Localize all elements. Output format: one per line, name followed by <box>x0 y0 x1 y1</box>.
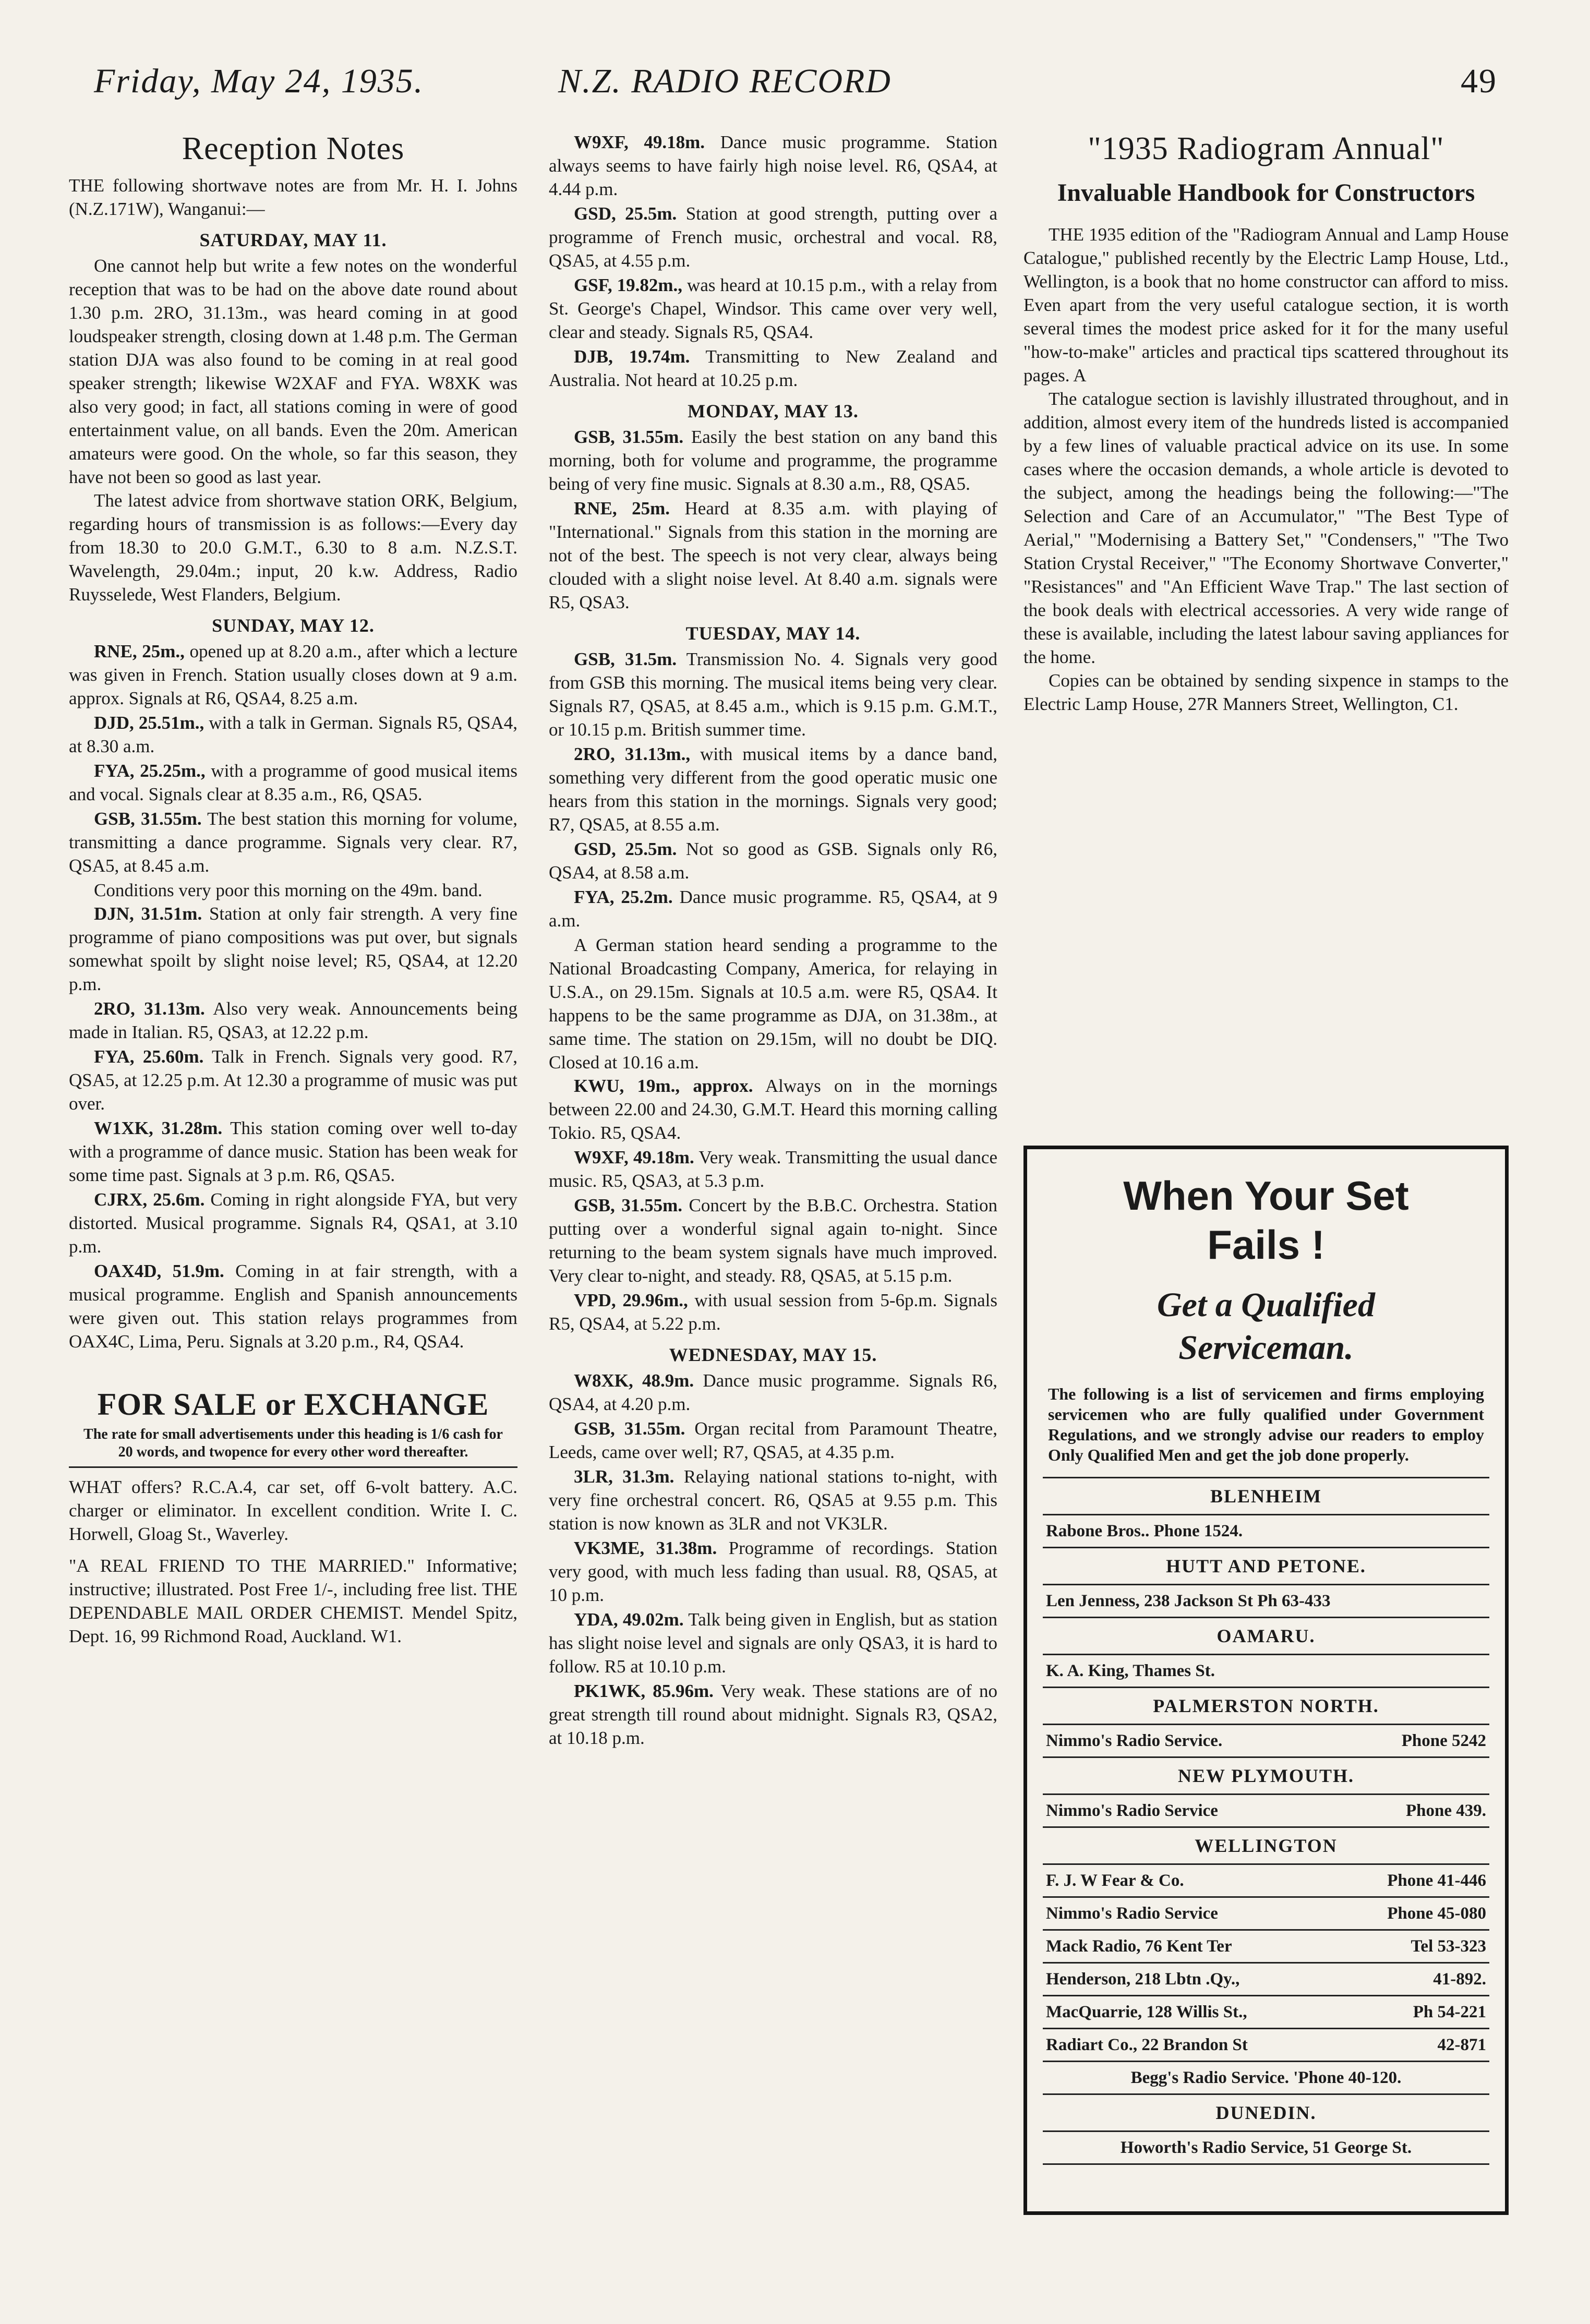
date-heading: MONDAY, MAY 13. <box>688 401 859 422</box>
station-entry: FYA, 25.2m. Dance music programme. R5, QSA4, at 9 a.m. <box>549 887 998 931</box>
paragraph: Copies can be obtained by sending sixpence in stamps to the Electric Lamp House, 27R Manners Street, Wellington, C1. <box>1023 670 1509 714</box>
for-sale-title: FOR SALE or EXCHANGE <box>97 1387 489 1422</box>
station-name: W8XK, 48.9m. <box>574 1370 694 1391</box>
station-name: FYA, 25.60m. <box>94 1046 204 1067</box>
town-heading: HUTT AND PETONE. <box>1043 1548 1489 1585</box>
station-entry: GSD, 25.5m. Not so good as GSB. Signals only R6, QSA4, at 8.58 a.m. <box>549 839 998 883</box>
station-entry: KWU, 19m., approx. Always on in the mornings between 22.00 and 24.30, G.M.T. Heard this morning calling Tokio. R5, QSA4. <box>549 1076 997 1143</box>
station-name: GSB, 31.55m. <box>574 1418 685 1439</box>
station-name: VK3ME, 31.38m. <box>574 1538 717 1558</box>
station-entry: W9XF, 49.18m. Very weak. Transmitting the usual dance music. R5, QSA3, at 5.3 p.m. <box>549 1147 997 1191</box>
serviceman-listing: Henderson, 218 Lbtn .Qy., 41-892. <box>1043 1964 1489 1996</box>
station-name: 2RO, 31.13m., <box>574 744 691 764</box>
station-entry: FYA, 25.60m. Talk in French. Signals very good. R7, QSA5, at 12.25 p.m. At 12.30 a programme of music was put over. <box>69 1046 517 1114</box>
paragraph: Conditions very poor this morning on the 49m. band. <box>94 880 483 900</box>
station-entry: RNE, 25m., opened up at 8.20 a.m., after which a lecture was given in French. Station usually closes down at 9 a.m. approx. Signals at R6, QSA4, 8.25 a.m. <box>69 641 517 708</box>
station-name: W1XK, 31.28m. <box>94 1118 223 1138</box>
paragraph: A German station heard sending a programme to the National Broadcasting Company, America, for relaying in U.S.A., on 29.15m. Signals at 10.5 a.m. were R5, QSA4. It happens to be the same programme as DJA, on 31.38m., at same time. The station on 29.15m, will no doubt be DIQ. Closed at 10.16 a.m. <box>549 935 997 1073</box>
advert-note: The following is a list of servicemen and firms employing servicemen who are fully qualified under Government Regulations, and we strongly advise our readers to employ Only Qualified Men and get the job done properly. <box>1048 1384 1484 1464</box>
serviceman-listing: Nimmo's Radio Service Phone 45-080 <box>1043 1898 1489 1931</box>
serviceman-listing: Len Jenness, 238 Jackson St Ph 63-433 <box>1043 1585 1489 1618</box>
serviceman-listing: Nimmo's Radio Service Phone 439. <box>1043 1795 1489 1828</box>
serviceman-listing: MacQuarrie, 128 Willis St., Ph 54-221 <box>1043 1996 1489 2029</box>
town-heading: NEW PLYMOUTH. <box>1043 1758 1489 1795</box>
station-entry: DJN, 31.51m. Station at only fair strength. A very fine programme of piano compositions was put over, but signals somewhat spoilt by slight noise level; R5, QSA4, at 12.20 p.m. <box>69 904 517 994</box>
station-entry: 2RO, 31.13m. Also very weak. Announcements being made in Italian. R5, QSA3, at 12.22 p.m. <box>69 998 517 1042</box>
date-heading: SATURDAY, MAY 11. <box>199 230 387 250</box>
publication-title: N.Z. RADIO RECORD <box>558 62 892 100</box>
page-number: 49 <box>1461 62 1497 100</box>
page-header <box>94 62 1497 119</box>
station-entry: GSB, 31.55m. Easily the best station on any band this morning, both for volume and programme, the programme being of very fine music. Signals at 8.30 a.m., R8, QSA5. <box>549 427 997 494</box>
station-entry: 2RO, 31.13m., with musical items by a dance band, something very different from the good operatic music one hears from this station in the mornings. Signals very good; R7, QSA5, at 8.55 a.m. <box>549 744 997 835</box>
date-heading: TUESDAY, MAY 14. <box>685 623 861 644</box>
for-sale-rate-note: The rate for small advertisements under this heading is 1/6 cash for 20 words, and twopence for every other word thereafter. <box>83 1426 503 1460</box>
column-radiogram-annual <box>1023 130 1509 716</box>
station-entry: PK1WK, 85.96m. Very weak. These stations are of no great strength till round about midnight. Signals R3, QSA2, at 10.18 p.m. <box>549 1681 997 1748</box>
station-name: GSB, 31.55m. <box>574 427 684 447</box>
station-entry: GSD, 25.5m. Station at good strength, putting over a programme of French music, orchestral and vocal. R8, QSA5, at 4.55 p.m. <box>549 203 997 271</box>
date-heading: SUNDAY, MAY 12. <box>212 615 375 636</box>
town-heading: DUNEDIN. <box>1043 2095 1489 2132</box>
reception-intro: THE following shortwave notes are from Mr. H. I. Johns (N.Z.171W), Wanganui:— <box>69 175 517 219</box>
station-entry: OAX4D, 51.9m. Coming in at fair strength, with a musical programme. English and Spanish announcements were given out. This station relays programmes from OAX4C, Lima, Peru. Signals at 3.20 p.m., R4, QSA4. <box>69 1261 517 1352</box>
station-name: GSF, 19.82m., <box>574 275 683 295</box>
station-entry: DJD, 25.51m., with a talk in German. Signals R5, QSA4, at 8.30 a.m. <box>69 713 517 756</box>
station-entry: RNE, 25m. Heard at 8.35 a.m. with playing of "International." Signals from this station in the morning are not of the best. The speech is not very clear, always being clouded with a slight noise level. At 8.40 a.m. signals were R5, QSA3. <box>549 498 997 612</box>
station-name: W9XF, 49.18m. <box>574 1147 694 1167</box>
column-reception-notes <box>69 130 517 1656</box>
station-name: RNE, 25m. <box>574 498 670 519</box>
station-name: DJD, 25.51m., <box>94 713 204 733</box>
station-name: FYA, 25.2m. <box>574 887 673 907</box>
station-name: CJRX, 25.6m. <box>94 1189 205 1210</box>
serviceman-listing: K. A. King, Thames St. <box>1043 1655 1489 1688</box>
town-heading: PALMERSTON NORTH. <box>1043 1688 1489 1725</box>
station-name: 3LR, 31.3m. <box>574 1466 674 1487</box>
station-entry: GSB, 31.55m. Organ recital from Paramount Theatre, Leeds, came over well; R7, QSA5, at 4.35 p.m. <box>549 1418 997 1462</box>
station-entry: W8XK, 48.9m. Dance music programme. Signals R6, QSA4, at 4.20 p.m. <box>549 1370 997 1414</box>
town-heading: BLENHEIM <box>1043 1478 1489 1515</box>
station-entry: VPD, 29.96m., with usual session from 5-6p.m. Signals R5, QSA4, at 5.22 p.m. <box>549 1290 997 1334</box>
station-name: DJN, 31.51m. <box>94 904 202 924</box>
station-entry: DJB, 19.74m. Transmitting to New Zealand and Australia. Not heard at 10.25 p.m. <box>549 346 997 390</box>
divider <box>69 1466 517 1468</box>
serviceman-listing: Radiart Co., 22 Brandon St 42-871 <box>1043 2029 1489 2062</box>
serviceman-listing: Begg's Radio Service. 'Phone 40-120. <box>1043 2062 1489 2095</box>
station-name: FYA, 25.25m., <box>94 761 206 781</box>
station-name: GSB, 31.55m. <box>94 809 202 829</box>
serviceman-advert <box>1023 1146 1509 2215</box>
serviceman-listing: Howorth's Radio Service, 51 George St. <box>1043 2132 1489 2165</box>
station-name: OAX4D, 51.9m. <box>94 1261 224 1281</box>
classified-ad: WHAT offers? R.C.A.4, car set, off 6-volt battery. A.C. charger or eliminator. In excellent condition. Write I. C. Horwell, Gloag St., Waverley. <box>69 1477 517 1544</box>
station-entry: GSB, 31.55m. The best station this morning for volume, transmitting a dance programme. Signals very clear. R7, QSA5, at 8.45 a.m. <box>69 809 517 876</box>
station-entry: GSF, 19.82m., was heard at 10.15 p.m., with a relay from St. George's Chapel, Windsor. This came over very well, clear and steady. Signals R5, QSA4. <box>549 275 997 342</box>
station-name: DJB, 19.74m. <box>574 346 690 367</box>
date-heading: WEDNESDAY, MAY 15. <box>669 1344 877 1365</box>
station-entry: CJRX, 25.6m. Coming in right alongside FYA, but very distorted. Musical programme. Signals R4, QSA1, at 3.10 p.m. <box>69 1189 518 1257</box>
station-name: RNE, 25m., <box>94 641 185 661</box>
station-entry: FYA, 25.25m., with a programme of good musical items and vocal. Signals clear at 8.35 a.m., R6, QSA5. <box>69 761 518 804</box>
station-name: PK1WK, 85.96m. <box>574 1681 714 1701</box>
paragraph: The catalogue section is lavishly illustrated throughout, and in addition, almost every item of the hundreds listed is accompanied by a few lines of valuable practical advice on its use. In some cases where the occasion demands, a whole article is devoted to the subject, among the headings being the following:—"The Selection and Care of an Accumulator," "The Best Type of Aerial," "Modernising a Battery Set," "Condensers," "The Two Station Crystal Receiver," "The Economy Shortwave Converter," "Resistances" and "An Efficient Wave Trap." The last section of the book deals with electrical accessories. A very wide range of these is available, including the latest labour saving appliances for the home. <box>1023 389 1509 667</box>
station-entry: W1XK, 31.28m. This station coming over well to-day with a programme of dance music. Station has been weak for some time past. Signals at 3 p.m. R6, QSA5. <box>69 1118 518 1185</box>
column-reception-notes-continued <box>549 130 997 1751</box>
advert-subheadline: Get a Qualified <box>1157 1286 1375 1324</box>
station-name: VPD, 29.96m., <box>574 1290 688 1310</box>
serviceman-directory <box>1043 1477 1489 2165</box>
station-name: KWU, 19m., approx. <box>574 1076 753 1096</box>
station-entry: GSB, 31.55m. Concert by the B.B.C. Orchestra. Station putting over a wonderful signal again to-night. Since returning to the beam system signals have much improved. Very clear to-night, and steady. R8, QSA5, at 5.15 p.m. <box>549 1195 997 1286</box>
station-entry: VK3ME, 31.38m. Programme of recordings. Station very good, with much less fading than usual. R8, QSA5, at 10 p.m. <box>549 1538 997 1605</box>
station-name: GSD, 25.5m. <box>574 839 677 859</box>
annual-subtitle: Invaluable Handbook for Constructors <box>1057 179 1475 207</box>
serviceman-listing: Nimmo's Radio Service. Phone 5242 <box>1043 1725 1489 1758</box>
station-name: GSB, 31.55m. <box>574 1195 682 1215</box>
paragraph: One cannot help but write a few notes on the wonderful reception that was to be had on the above date round about 1.30 p.m. 2RO, 31.13m., was heard coming in at good loudspeaker strength, closing down at 1.48 p.m. The German station DJA was also found to be coming in at real good speaker strength; likewise W2XAF and FYA. W8XK was also very good; in fact, all stations coming in were of good entertainment value, on all bands. Even the 20m. American amateurs were good. On the whole, so far this season, they have not been so good as last year. <box>69 256 517 487</box>
issue-date: Friday, May 24, 1935. <box>94 62 424 100</box>
serviceman-listing: Mack Radio, 76 Kent Ter Tel 53-323 <box>1043 1931 1489 1964</box>
station-name: W9XF, 49.18m. <box>574 132 705 152</box>
reception-title: Reception Notes <box>182 131 405 166</box>
station-name: GSD, 25.5m. <box>574 203 677 224</box>
town-heading: WELLINGTON <box>1043 1828 1489 1865</box>
station-entry: 3LR, 31.3m. Relaying national stations to-night, with very fine orchestral concert. R6, QSA5 at 9.55 p.m. This station is now known as 3LR and not VK3LR. <box>549 1466 998 1534</box>
advert-headline: When Your Set <box>1123 1173 1409 1219</box>
classified-ad: "A REAL FRIEND TO THE MARRIED." Informative; instructive; illustrated. Post Free 1/-, including free list. THE DEPENDABLE MAIL ORDER CHEMIST. Mendel Spitz, Dept. 16, 99 Richmond Road, Auckland. W1. <box>69 1556 517 1646</box>
station-entry: W9XF, 49.18m. Dance music programme. Station always seems to have fairly high noise level. R6, QSA4, at 4.44 p.m. <box>549 132 997 199</box>
advert-subheadline: Serviceman. <box>1178 1329 1354 1367</box>
station-name: YDA, 49.02m. <box>574 1609 684 1630</box>
serviceman-listing: F. J. W Fear & Co. Phone 41-446 <box>1043 1865 1489 1898</box>
station-name: 2RO, 31.13m. <box>94 998 205 1019</box>
station-name: GSB, 31.5m. <box>574 649 677 669</box>
station-entry: YDA, 49.02m. Talk being given in English, but as station has slight noise level and signals are only QSA3, it is hard to follow. R5 at 10.10 p.m. <box>549 1609 997 1677</box>
paragraph: THE 1935 edition of the "Radiogram Annual and Lamp House Catalogue," published recently by the Electric Lamp House, Ltd., Wellington, is a book that no home constructor can afford to miss. Even apart from the very useful catalogue section, it is worth several times the modest price asked for it for the many useful "how-to-make" articles and practical tips scattered throughout its pages. A <box>1023 224 1509 386</box>
advert-headline: Fails ! <box>1207 1222 1325 1268</box>
station-entry: GSB, 31.5m. Transmission No. 4. Signals very good from GSB this morning. The musical items being very clear. Signals R7, QSA5, at 8.45 a.m., which is 9.15 p.m. G.M.T., or 10.15 p.m. British summer time. <box>549 649 997 740</box>
serviceman-listing: Rabone Bros.. Phone 1524. <box>1043 1515 1489 1548</box>
annual-title: "1935 Radiogram Annual" <box>1088 131 1444 166</box>
town-heading: OAMARU. <box>1043 1618 1489 1655</box>
paragraph: The latest advice from shortwave station ORK, Belgium, regarding hours of transmission is as follows:—Every day from 18.30 to 20.0 G.M.T., 6.30 to 8 a.m. N.Z.S.T. Wavelength, 29.04m.; input, 20 k.w. Address, Radio Ruysselede, West Flanders, Belgium. <box>69 490 517 605</box>
